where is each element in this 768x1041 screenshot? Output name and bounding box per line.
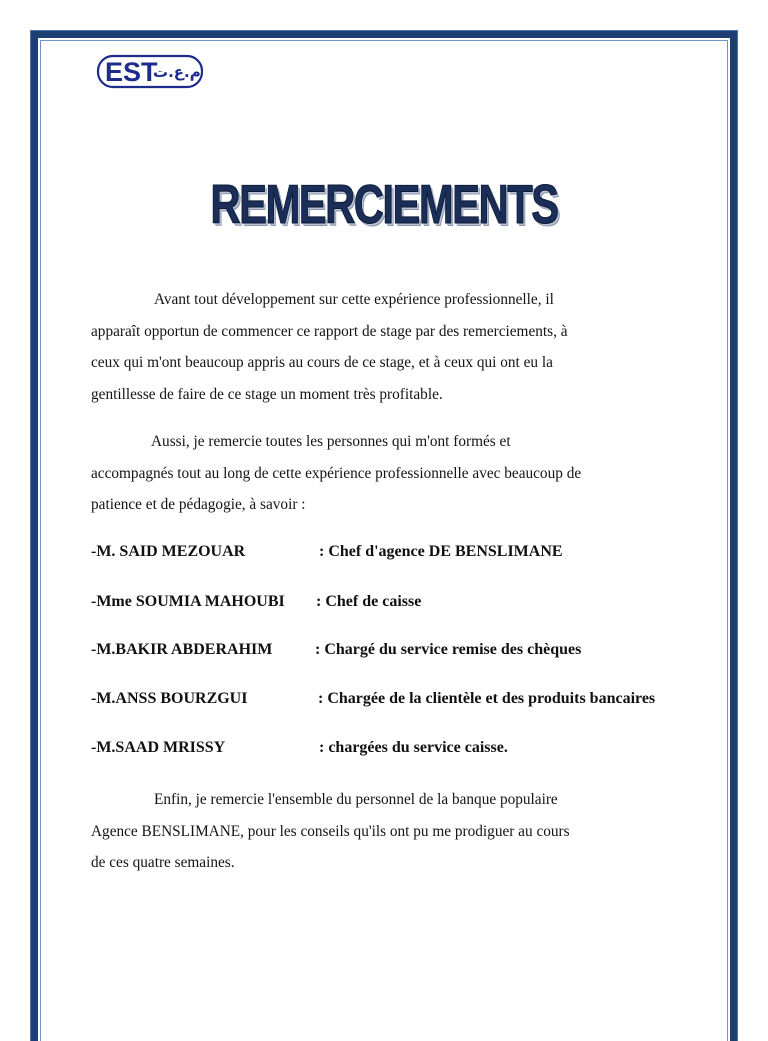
staff-role: : Chef de caisse [316,593,422,610]
paragraph-line: apparaît opportun de commencer ce rapport de stage par des remerciements, à [91,322,568,340]
paragraph-closing [91,784,691,879]
page-title: REMERCIEMENTS [210,173,558,235]
staff-name: -Mme SOUMIA MAHOUBI [91,593,285,610]
staff-name: -M. SAID MEZOUAR [91,543,246,560]
paragraph-line: Aussi, je remercie toutes les personnes qui m'ont formés et [151,433,511,450]
paragraph-line: patience et de pédagogie, à savoir : [91,496,306,513]
staff-role: : Chef d'agence DE BENSLIMANE [319,543,563,560]
paragraph-line: Enfin, je remercie l'ensemble du personnel de la banque populaire [154,791,558,808]
est-logo-graphic [96,52,206,92]
paragraph-line: ceux qui m'ont beaucoup appris au cours de ce stage, et à ceux qui ont eu la [91,354,553,371]
logo-text: EST [105,57,158,87]
staff-role: : chargées du service caisse. [319,739,508,756]
logo-arabic-text: م.ع.ت [153,63,201,81]
paragraph-intro [91,284,691,410]
staff-name: -M.ANSS BOURZGUI [91,690,248,707]
staff-name: -M.BAKIR ABDERAHIM [91,641,273,658]
staff-role: : Chargé du service remise des chèques [315,641,582,658]
staff-name: -M.SAAD MRISSY [91,739,226,756]
est-logo [96,52,206,92]
paragraph-thanks [91,426,691,521]
paragraph-line: accompagnés tout au long de cette expérience professionnelle avec beaucoup de [91,464,582,482]
paragraph-line: gentillesse de faire de ce stage un moment très profitable. [91,385,443,403]
paragraph-line: Avant tout développement sur cette expérience professionnelle, il [154,291,554,308]
paragraph-line: Agence BENSLIMANE, pour les conseils qu'ils ont pu me prodiguer au cours [91,822,570,840]
paragraph-line: de ces quatre semaines. [91,854,235,871]
staff-role: : Chargée de la clientèle et des produits bancaires [318,690,656,707]
